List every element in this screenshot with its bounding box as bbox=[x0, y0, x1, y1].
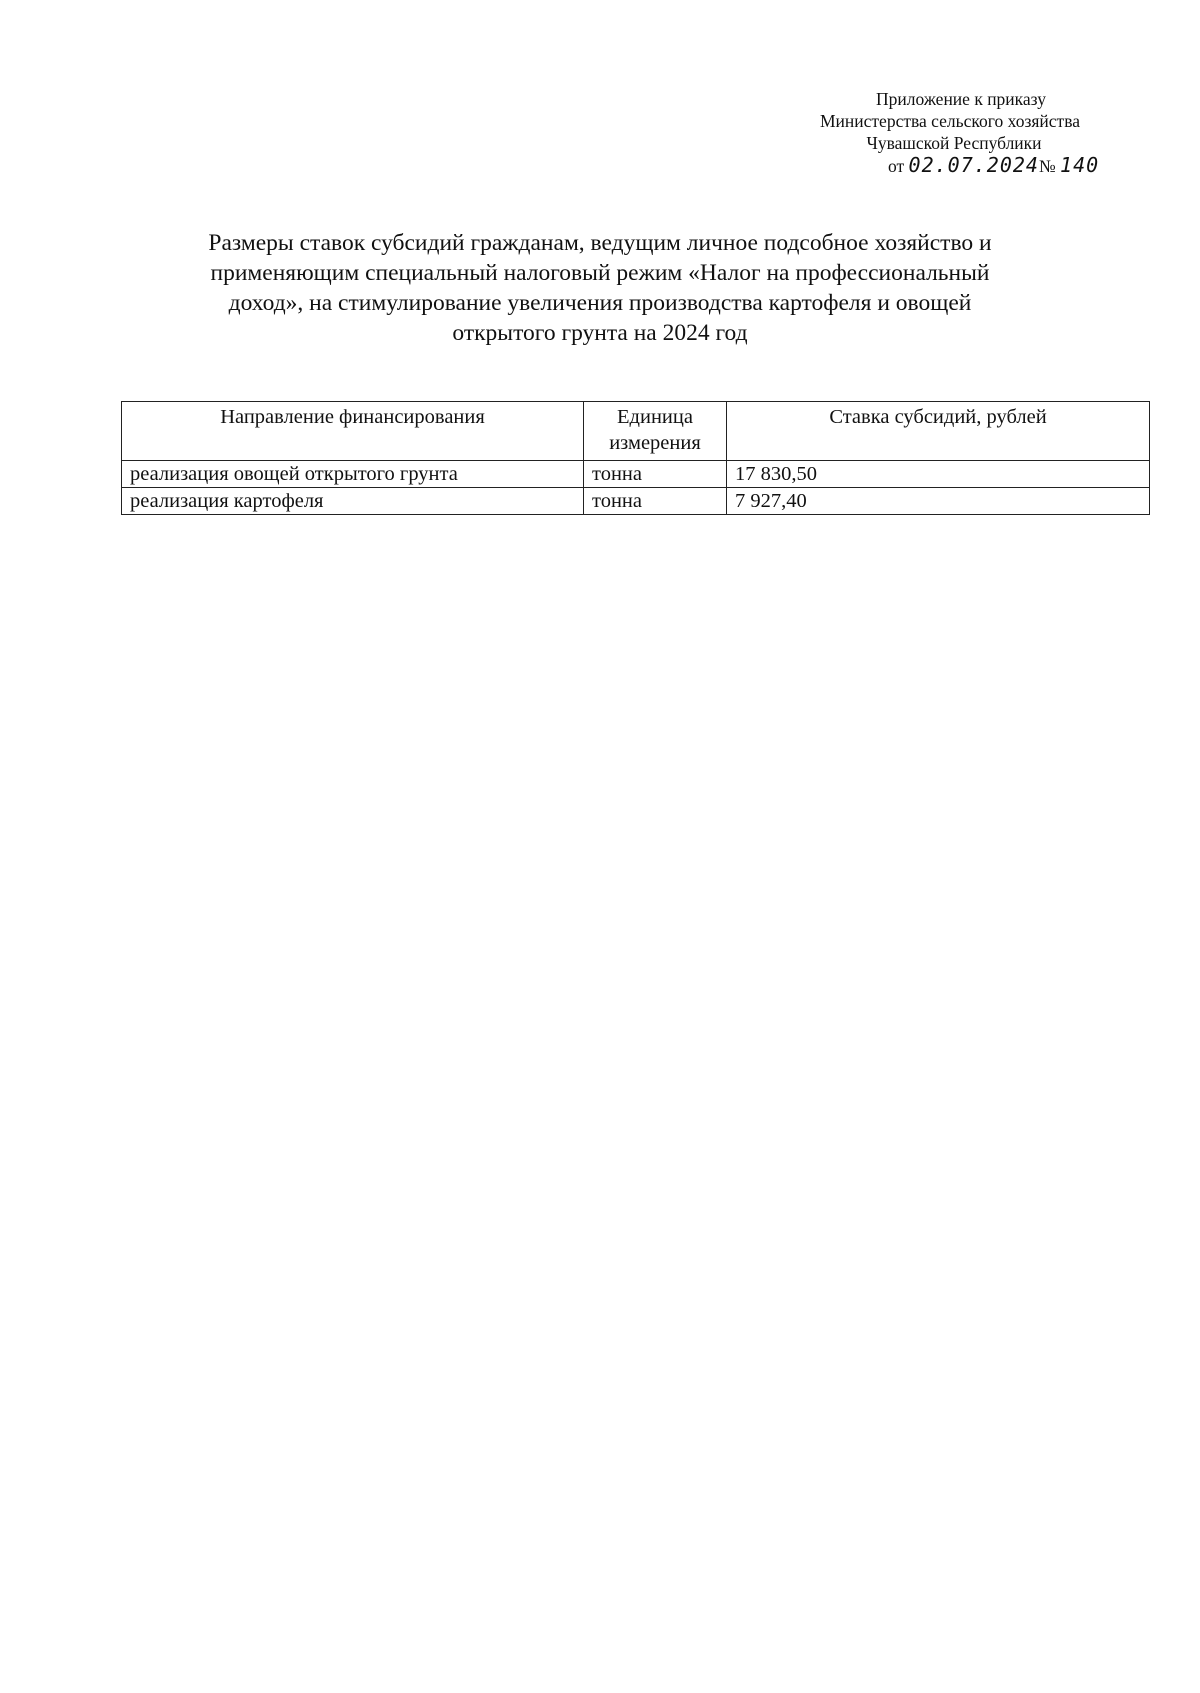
order-date-line bbox=[770, 154, 1130, 177]
handwritten-order-number: 140 bbox=[1060, 153, 1100, 177]
subsidy-rates-table bbox=[121, 401, 1150, 515]
header-unit-line-2: измерения bbox=[609, 432, 701, 454]
header-unit-line-1: Единица bbox=[617, 406, 693, 428]
header-unit bbox=[584, 402, 727, 461]
appendix-line-1: Приложение к приказу bbox=[876, 89, 1046, 109]
document-title bbox=[150, 228, 1050, 348]
table-row bbox=[122, 461, 1150, 488]
cell-direction: реализация картофеля bbox=[122, 488, 584, 515]
appendix-line-3: Чувашской Республики bbox=[866, 133, 1042, 153]
cell-rate: 17 830,50 bbox=[727, 461, 1150, 488]
title-line-2: применяющим специальный налоговый режим «Налог на профессиональный bbox=[210, 260, 990, 286]
cell-unit: тонна bbox=[584, 461, 727, 488]
cell-rate: 7 927,40 bbox=[727, 488, 1150, 515]
number-sign: № bbox=[1038, 156, 1056, 176]
date-prefix: от bbox=[888, 156, 905, 176]
table-header-row bbox=[122, 402, 1150, 461]
cell-unit: тонна bbox=[584, 488, 727, 515]
title-line-1: Размеры ставок субсидий гражданам, ведущим личное подсобное хозяйство и bbox=[208, 230, 992, 256]
table-row bbox=[122, 488, 1150, 515]
cell-direction: реализация овощей открытого грунта bbox=[122, 461, 584, 488]
title-line-4: открытого грунта на 2024 год bbox=[452, 320, 748, 346]
title-line-3: доход», на стимулирование увеличения производства картофеля и овощей bbox=[228, 290, 972, 316]
appendix-line-2: Министерства сельского хозяйства bbox=[819, 111, 1080, 131]
appendix-header bbox=[770, 88, 1130, 177]
header-direction: Направление финансирования bbox=[122, 402, 584, 461]
header-rate: Ставка субсидий, рублей bbox=[727, 402, 1150, 461]
handwritten-date: 02.07.2024 bbox=[908, 153, 1039, 177]
